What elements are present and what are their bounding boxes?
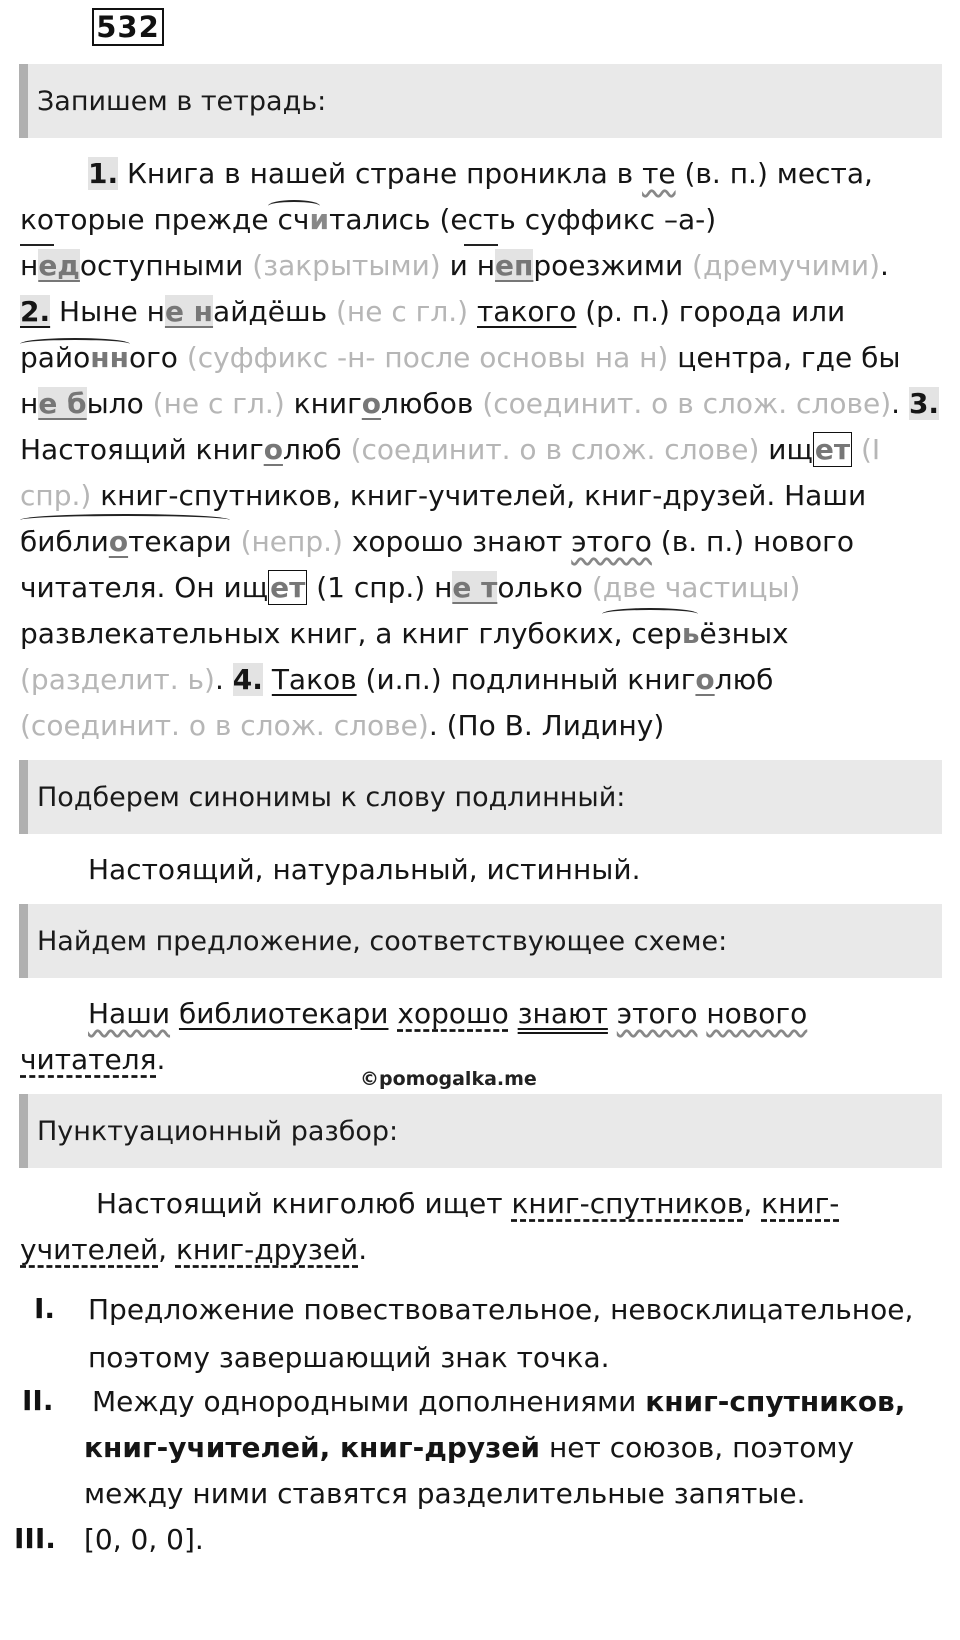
text-line-12: (разделит. ь). 4. Таков (и.п.) подлинный книголюб	[20, 663, 774, 696]
punct-sentence-line-1: Настоящий книголюб ищет книг-спутников, книг-	[96, 1187, 840, 1220]
sentence-number: 1.	[88, 157, 119, 190]
list-item-2-line-1: Между однородными дополнениями книг-спутников,	[92, 1385, 906, 1418]
punct-sentence-line-2: учителей, книг-друзей.	[20, 1233, 368, 1266]
synonyms-text: Настоящий, натуральный, истинный.	[88, 853, 641, 886]
list-marker: I.	[34, 1292, 56, 1325]
section-header-synonyms	[19, 760, 942, 834]
list-marker: III.	[14, 1522, 56, 1555]
text-line-9: библиотекари (непр.) хорошо знают этого (в. п.) нового	[20, 525, 854, 558]
text-line-8: спр.) книг-спутников, книг-учителей, книг-друзей. Наши	[20, 479, 867, 512]
text-line-2: которые прежде считались (есть суффикс –а-)	[20, 203, 717, 236]
text-line-11: развлекательных книг, а книг глубоких, серьёзных	[20, 617, 789, 650]
list-item-1-line-1: Предложение повествовательное, невосклицательное,	[88, 1293, 914, 1326]
text-line-10: читателя. Он ищет (1 спр.) не только (две частицы)	[20, 571, 801, 604]
list-marker: II.	[22, 1384, 54, 1417]
list-item-3-line-1: [0, 0, 0].	[84, 1523, 204, 1556]
text-line-7: Настоящий книголюб (соединит. о в слож. слове) ищет (I	[20, 433, 881, 466]
header-label: Запишем в тетрадь:	[37, 85, 327, 117]
text-line-13: (соединит. о в слож. слове). (По В. Лидину)	[20, 709, 665, 742]
header-label: Найдем предложение, соответствующее схеме:	[37, 925, 728, 957]
header-label: Подберем синонимы к слову подлинный:	[37, 781, 626, 813]
header-label: Пунктуационный разбор:	[37, 1115, 399, 1147]
scheme-sentence-line-1: Наши библиотекари хорошо знают этого нового	[88, 997, 808, 1030]
section-header-write	[19, 64, 942, 138]
text-line-6: не было (не с гл.) книголюбов (соединит. о в слож. слове). 3.	[20, 387, 940, 420]
list-item-1-line-2: поэтому завершающий знак точка.	[88, 1341, 610, 1374]
scheme-sentence-line-2: читателя.	[20, 1043, 166, 1076]
text-line-1: 1. Книга в нашей стране проникла в те (в. п.) места,	[88, 157, 873, 190]
list-item-2-line-3: между ними ставятся разделительные запятые.	[84, 1477, 806, 1510]
watermark: ©pomogalka.me	[360, 1068, 537, 1090]
text-line-5: районного (суффикс -н- после основы на н) центра, где бы	[20, 341, 901, 374]
section-header-punct	[19, 1094, 942, 1168]
text-line-3: недоступными (закрытыми) и непроезжими (дремучими).	[20, 249, 889, 282]
task-number: 532	[92, 8, 164, 46]
section-header-scheme	[19, 904, 942, 978]
text-line-4: 2. Ныне не найдёшь (не с гл.) такого (р. п.) города или	[20, 295, 846, 328]
list-item-2-line-2: книг-учителей, книг-друзей нет союзов, поэтому	[84, 1431, 855, 1464]
